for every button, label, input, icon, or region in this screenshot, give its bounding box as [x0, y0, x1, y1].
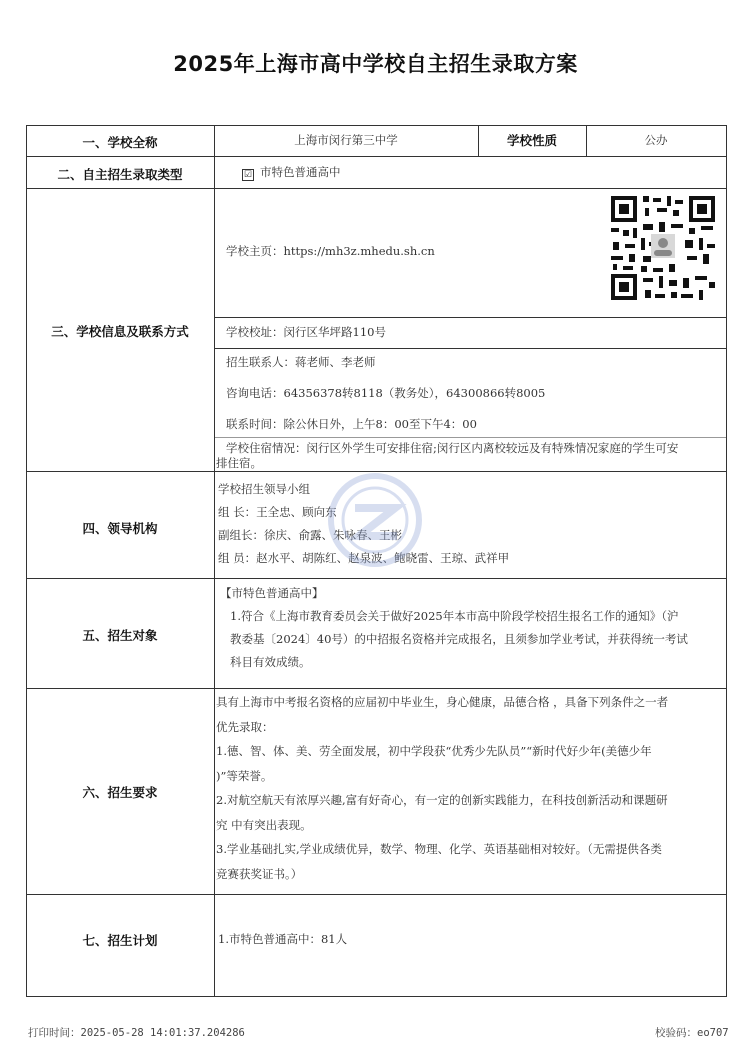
leadership-line: 组 员：赵水平、胡陈红、赵泉波、鲍晓雷、王琼、武祥甲 [218, 551, 510, 565]
label-school-name: 一、学校全称 [82, 135, 158, 150]
requirement-line: 优先录取： [216, 719, 274, 734]
target-line: 1.符合《上海市教育委员会关于做好2025年本市高中阶段学校招生报名工作的通知》（沪 [230, 609, 679, 623]
requirement-line: 具有上海市中考报名资格的应届初中毕业生，身心健康，品德合格 ，具备下列条件之一者 [216, 695, 669, 709]
admission-type-text: 市特色普通高中 [260, 165, 341, 179]
label-admission-type: 二、自主招生录取类型 [57, 167, 183, 182]
school-address: 学校校址：闵行区华坪路110号 [226, 325, 386, 339]
label-enrollment-requirements: 六、招生要求 [82, 785, 158, 800]
school-nature: 公办 [644, 133, 668, 147]
requirement-line: 1.德、智、体、美、劳全面发展，初中学段获“优秀少先队员”“新时代好少年(美德少年 [216, 744, 652, 758]
requirement-line: 竞赛获奖证书。） [216, 866, 303, 881]
label-enrollment-target: 五、招生对象 [82, 628, 158, 643]
label-enrollment-plan: 七、招生计划 [82, 933, 158, 948]
requirement-line: 3.学业基础扎实,学业成绩优异，数学、物理、化学、英语基础相对较好。（无需提供各类 [216, 842, 662, 856]
qr-code-image [609, 194, 717, 302]
requirement-line: 2.对航空航天有浓厚兴趣,富有好奇心，有一定的创新实践能力，在科技创新活动和课题研 [216, 793, 668, 807]
label-leadership: 四、领导机构 [82, 521, 158, 536]
enrollment-plan: 1.市特色普通高中：81人 [218, 932, 348, 946]
contact-time: 联系时间：除公休日外，上午8：00至下午4：00 [226, 417, 477, 431]
lodging-line-1: 学校住宿情况：闵行区外学生可安排住宿;闵行区内离校较远及有特殊情况家庭的学生可安 [226, 441, 679, 455]
school-homepage: 学校主页：https://mh3z.mhedu.sh.cn [226, 244, 435, 258]
leadership-line: 学校招生领导小组 [218, 482, 310, 496]
target-line: 科目有效成绩。 [230, 655, 311, 669]
contact-person: 招生联系人：蒋老师、李老师 [226, 355, 376, 369]
leadership-line: 副组长：徐庆、俞露、朱咏春、王彬 [218, 528, 402, 542]
admission-type [242, 163, 341, 182]
target-heading: 【市特色普通高中】 [220, 586, 324, 600]
requirements-text [216, 690, 714, 886]
label-school-info: 三、学校信息及联系方式 [51, 324, 189, 339]
label-school-nature: 学校性质 [506, 133, 557, 148]
checked-box-icon: ☑ [243, 170, 253, 180]
print-time: 打印时间：2025-05-28 14:01:37.204286 [28, 1027, 245, 1039]
target-text [230, 605, 716, 674]
school-name: 上海市闵行第三中学 [294, 133, 398, 147]
target-line: 教委基〔2024〕40号）的中招报名资格并完成报名，且须参加学业考试，并获得统一考试 [230, 632, 688, 646]
seal-watermark-icon [325, 470, 425, 570]
lodging-line-2: 排住宿。 [216, 456, 262, 470]
requirement-line: 究 中有突出表现。 [216, 817, 312, 832]
contact-phone: 咨询电话：64356378转8118（教务处），64300866转8005 [226, 386, 546, 400]
verify-code: 校验码：eo707 [655, 1027, 729, 1039]
leadership-line: 组 长：王全忠、顾向东 [218, 505, 337, 519]
page-title: 2025年上海市高中学校自主招生录取方案 [173, 52, 578, 76]
requirement-line: )”等荣誉。 [216, 768, 273, 783]
